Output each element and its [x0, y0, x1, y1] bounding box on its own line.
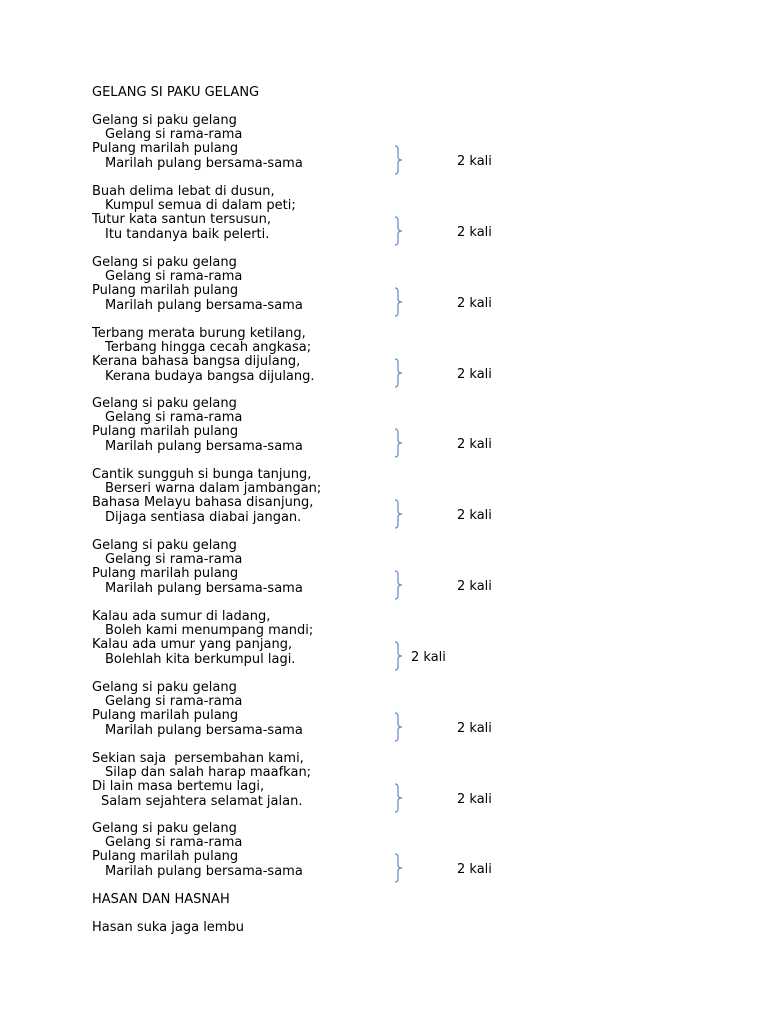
stanza-line: Gelang si paku gelang — [92, 821, 237, 836]
stanza-line: Gelang si rama-rama — [105, 694, 243, 710]
stanza-line: Kerana budaya bangsa dijulang. — [105, 368, 315, 384]
stanza-line: Boleh kami menumpang mandi; — [105, 623, 314, 639]
repeat-brace-icon — [394, 428, 404, 458]
repeat-label: 2 kali — [457, 154, 492, 169]
stanza-line: Terbang merata burung ketilang, — [92, 326, 306, 341]
stanza-line: Marilah pulang bersama-sama — [105, 580, 303, 596]
stanza — [92, 327, 315, 384]
stanza-line: Kalau ada sumur di ladang, — [92, 609, 271, 624]
repeat-label: 2 kali — [457, 225, 492, 240]
stanza-line: Kalau ada umur yang panjang, — [92, 637, 293, 653]
repeat-brace-icon — [394, 783, 404, 813]
poem-title: GELANG SI PAKU GELANG — [92, 85, 260, 100]
repeat-label: 2 kali — [457, 792, 492, 807]
stanza-line: Cantik sungguh si bunga tanjung, — [92, 467, 312, 482]
stanza-line: Pulang marilah pulang — [92, 849, 239, 865]
repeat-brace-icon — [394, 145, 404, 175]
stanza — [92, 752, 311, 809]
repeat-label: 2 kali — [457, 579, 492, 594]
repeat-brace-icon — [394, 499, 404, 529]
stanza-line: Marilah pulang bersama-sama — [105, 863, 303, 879]
stanza-line: Pulang marilah pulang — [92, 566, 239, 582]
stanza-line: Bolehlah kita berkumpul lagi. — [105, 651, 296, 667]
stanza — [92, 256, 303, 313]
stanza-line: Kumpul semua di dalam peti; — [105, 198, 296, 214]
stanza-line: Kerana bahasa bangsa dijulang, — [92, 354, 301, 370]
stanza — [92, 681, 303, 738]
stanza-line: Itu tandanya baik pelerti. — [105, 226, 270, 242]
repeat-label: 2 kali — [457, 367, 492, 382]
stanza-line: Sekian saja persembahan kami, — [92, 751, 304, 766]
repeat-label: 2 kali — [457, 296, 492, 311]
stanza-line: Gelang si paku gelang — [92, 538, 237, 553]
stanza-line: Gelang si rama-rama — [105, 269, 243, 285]
second-poem-title: HASAN DAN HASNAH — [92, 892, 230, 907]
stanza-line: Gelang si rama-rama — [105, 410, 243, 426]
stanza-line: Gelang si paku gelang — [92, 113, 237, 128]
stanza-line: Gelang si rama-rama — [105, 127, 243, 143]
stanza-line: Buah delima lebat di dusun, — [92, 184, 275, 199]
stanza-line: Tutur kata santun tersusun, — [92, 212, 272, 228]
stanza-line: Dijaga sentiasa diabai jangan. — [105, 509, 302, 525]
stanza — [92, 822, 303, 879]
stanza-line: Marilah pulang bersama-sama — [105, 438, 303, 454]
repeat-brace-icon — [394, 287, 404, 317]
repeat-brace-icon — [394, 358, 404, 388]
stanza — [92, 185, 296, 242]
stanza-line: Pulang marilah pulang — [92, 141, 239, 157]
repeat-brace-icon — [394, 216, 404, 246]
stanza-line: Bahasa Melayu bahasa disanjung, — [92, 495, 314, 511]
stanza-line: Gelang si paku gelang — [92, 680, 237, 695]
stanza-line: Gelang si rama-rama — [105, 552, 243, 568]
stanza-line: Pulang marilah pulang — [92, 708, 239, 724]
stanza-line: Pulang marilah pulang — [92, 424, 239, 440]
stanza-line: Marilah pulang bersama-sama — [105, 297, 303, 313]
stanza — [92, 610, 313, 667]
stanza-line: Gelang si rama-rama — [105, 835, 243, 851]
stanza-line: Salam sejahtera selamat jalan. — [101, 793, 303, 809]
stanza — [92, 539, 303, 596]
stanza-line: Marilah pulang bersama-sama — [105, 155, 303, 171]
stanza — [92, 397, 303, 454]
repeat-label: 2 kali — [411, 650, 446, 665]
stanza-line: Silap dan salah harap maafkan; — [105, 765, 312, 781]
repeat-label: 2 kali — [457, 437, 492, 452]
repeat-brace-icon — [394, 853, 404, 883]
repeat-label: 2 kali — [457, 721, 492, 736]
stanza-line: Berseri warna dalam jambangan; — [105, 481, 322, 497]
second-poem-first-line: Hasan suka jaga lembu — [92, 920, 244, 935]
stanza — [92, 468, 321, 525]
stanza-line: Terbang hingga cecah angkasa; — [105, 340, 312, 356]
stanza-line: Gelang si paku gelang — [92, 255, 237, 270]
repeat-label: 2 kali — [457, 862, 492, 877]
stanza-line: Di lain masa bertemu lagi, — [92, 779, 265, 795]
repeat-brace-icon — [394, 570, 404, 600]
repeat-brace-icon — [394, 641, 404, 671]
stanza-line: Pulang marilah pulang — [92, 283, 239, 299]
stanza — [92, 114, 303, 171]
stanza-line: Marilah pulang bersama-sama — [105, 722, 303, 738]
stanza-line: Gelang si paku gelang — [92, 396, 237, 411]
repeat-label: 2 kali — [457, 508, 492, 523]
repeat-brace-icon — [394, 712, 404, 742]
